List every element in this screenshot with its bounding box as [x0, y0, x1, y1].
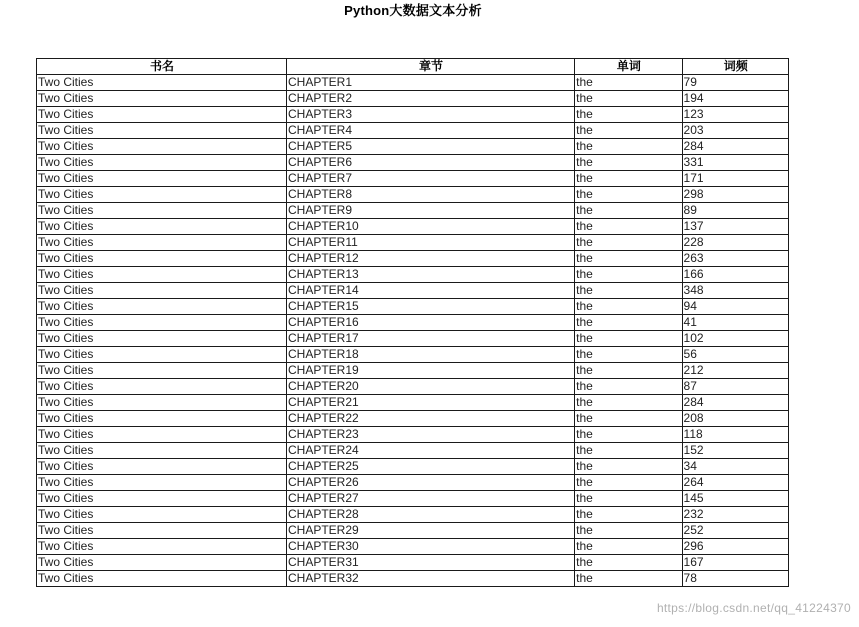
word-cell: the [575, 107, 682, 123]
chapter-cell: CHAPTER12 [286, 251, 574, 267]
table-row [37, 395, 789, 411]
word-cell: the [575, 347, 682, 363]
frequency-cell: 348 [682, 283, 788, 299]
book-cell: Two Cities [37, 283, 287, 299]
chapter-cell: CHAPTER14 [286, 283, 574, 299]
chapter-cell: CHAPTER11 [286, 235, 574, 251]
word-cell: the [575, 331, 682, 347]
word-cell: the [575, 203, 682, 219]
table-row [37, 571, 789, 587]
page-title: Python大数据文本分析 [344, 3, 482, 18]
chapter-cell: CHAPTER15 [286, 299, 574, 315]
book-cell: Two Cities [37, 267, 287, 283]
chapter-cell: CHAPTER32 [286, 571, 574, 587]
chapter-cell: CHAPTER10 [286, 219, 574, 235]
book-cell: Two Cities [37, 411, 287, 427]
word-cell: the [575, 475, 682, 491]
chapter-cell: CHAPTER30 [286, 539, 574, 555]
book-cell: Two Cities [37, 571, 287, 587]
frequency-cell: 263 [682, 251, 788, 267]
chapter-cell: CHAPTER21 [286, 395, 574, 411]
word-cell: the [575, 523, 682, 539]
frequency-cell: 296 [682, 539, 788, 555]
frequency-cell: 145 [682, 491, 788, 507]
table-row [37, 203, 789, 219]
chapter-cell: CHAPTER29 [286, 523, 574, 539]
book-cell: Two Cities [37, 347, 287, 363]
word-frequency-table [36, 58, 789, 587]
column-header-word: 单词 [575, 59, 682, 75]
book-cell: Two Cities [37, 139, 287, 155]
frequency-cell: 56 [682, 347, 788, 363]
book-cell: Two Cities [37, 187, 287, 203]
chapter-cell: CHAPTER23 [286, 427, 574, 443]
frequency-cell: 152 [682, 443, 788, 459]
chapter-cell: CHAPTER28 [286, 507, 574, 523]
frequency-cell: 228 [682, 235, 788, 251]
frequency-cell: 78 [682, 571, 788, 587]
frequency-cell: 264 [682, 475, 788, 491]
book-cell: Two Cities [37, 155, 287, 171]
table-row [37, 379, 789, 395]
book-cell: Two Cities [37, 555, 287, 571]
column-header-frequency: 词频 [682, 59, 788, 75]
table-row [37, 315, 789, 331]
table-row [37, 347, 789, 363]
frequency-cell: 284 [682, 395, 788, 411]
table-row [37, 331, 789, 347]
book-cell: Two Cities [37, 75, 287, 91]
word-cell: the [575, 75, 682, 91]
word-cell: the [575, 539, 682, 555]
frequency-cell: 232 [682, 507, 788, 523]
word-cell: the [575, 171, 682, 187]
watermark: https://blog.csdn.net/qq_41224370 [656, 601, 851, 615]
book-cell: Two Cities [37, 107, 287, 123]
word-cell: the [575, 555, 682, 571]
book-cell: Two Cities [37, 203, 287, 219]
frequency-cell: 252 [682, 523, 788, 539]
chapter-cell: CHAPTER26 [286, 475, 574, 491]
book-cell: Two Cities [37, 395, 287, 411]
word-cell: the [575, 123, 682, 139]
word-cell: the [575, 315, 682, 331]
word-cell: the [575, 283, 682, 299]
chapter-cell: CHAPTER17 [286, 331, 574, 347]
chapter-cell: CHAPTER5 [286, 139, 574, 155]
book-cell: Two Cities [37, 475, 287, 491]
word-cell: the [575, 411, 682, 427]
table-row [37, 219, 789, 235]
chapter-cell: CHAPTER25 [286, 459, 574, 475]
word-cell: the [575, 571, 682, 587]
word-cell: the [575, 507, 682, 523]
book-cell: Two Cities [37, 523, 287, 539]
book-cell: Two Cities [37, 123, 287, 139]
table-row [37, 459, 789, 475]
frequency-cell: 171 [682, 171, 788, 187]
frequency-cell: 87 [682, 379, 788, 395]
frequency-cell: 166 [682, 267, 788, 283]
table-row [37, 555, 789, 571]
word-cell: the [575, 251, 682, 267]
book-cell: Two Cities [37, 443, 287, 459]
chapter-cell: CHAPTER1 [286, 75, 574, 91]
word-cell: the [575, 395, 682, 411]
book-cell: Two Cities [37, 507, 287, 523]
word-cell: the [575, 91, 682, 107]
book-cell: Two Cities [37, 219, 287, 235]
word-cell: the [575, 443, 682, 459]
book-cell: Two Cities [37, 91, 287, 107]
chapter-cell: CHAPTER13 [286, 267, 574, 283]
chapter-cell: CHAPTER24 [286, 443, 574, 459]
table-row [37, 91, 789, 107]
chapter-cell: CHAPTER27 [286, 491, 574, 507]
table-row [37, 523, 789, 539]
word-cell: the [575, 299, 682, 315]
frequency-cell: 102 [682, 331, 788, 347]
table-row [37, 171, 789, 187]
chapter-cell: CHAPTER16 [286, 315, 574, 331]
book-cell: Two Cities [37, 539, 287, 555]
frequency-cell: 118 [682, 427, 788, 443]
book-cell: Two Cities [37, 363, 287, 379]
word-cell: the [575, 427, 682, 443]
frequency-cell: 284 [682, 139, 788, 155]
frequency-cell: 89 [682, 203, 788, 219]
table-row [37, 411, 789, 427]
table-row [37, 491, 789, 507]
table-header-row [37, 59, 789, 75]
frequency-cell: 137 [682, 219, 788, 235]
book-cell: Two Cities [37, 235, 287, 251]
book-cell: Two Cities [37, 171, 287, 187]
table-row [37, 539, 789, 555]
book-cell: Two Cities [37, 315, 287, 331]
chapter-cell: CHAPTER8 [286, 187, 574, 203]
table-row [37, 251, 789, 267]
table-row [37, 123, 789, 139]
word-cell: the [575, 235, 682, 251]
table-container [36, 58, 789, 627]
table-row [37, 299, 789, 315]
chapter-cell: CHAPTER22 [286, 411, 574, 427]
frequency-cell: 194 [682, 91, 788, 107]
book-cell: Two Cities [37, 491, 287, 507]
frequency-cell: 167 [682, 555, 788, 571]
table-row [37, 363, 789, 379]
chapter-cell: CHAPTER19 [286, 363, 574, 379]
column-header-chapter: 章节 [286, 59, 574, 75]
book-cell: Two Cities [37, 427, 287, 443]
table-row [37, 283, 789, 299]
word-cell: the [575, 363, 682, 379]
chapter-cell: CHAPTER18 [286, 347, 574, 363]
frequency-cell: 94 [682, 299, 788, 315]
frequency-cell: 208 [682, 411, 788, 427]
table-row [37, 475, 789, 491]
book-cell: Two Cities [37, 331, 287, 347]
table-row [37, 107, 789, 123]
column-header-book: 书名 [37, 59, 287, 75]
word-cell: the [575, 219, 682, 235]
frequency-cell: 123 [682, 107, 788, 123]
table-row [37, 427, 789, 443]
table-row [37, 75, 789, 91]
word-cell: the [575, 267, 682, 283]
frequency-cell: 331 [682, 155, 788, 171]
table-row [37, 507, 789, 523]
word-cell: the [575, 491, 682, 507]
frequency-cell: 34 [682, 459, 788, 475]
frequency-cell: 79 [682, 75, 788, 91]
word-cell: the [575, 459, 682, 475]
book-cell: Two Cities [37, 251, 287, 267]
table-body [37, 75, 789, 587]
table-row [37, 139, 789, 155]
frequency-cell: 41 [682, 315, 788, 331]
table-row [37, 155, 789, 171]
word-cell: the [575, 379, 682, 395]
table-row [37, 267, 789, 283]
book-cell: Two Cities [37, 459, 287, 475]
chapter-cell: CHAPTER3 [286, 107, 574, 123]
chapter-cell: CHAPTER2 [286, 91, 574, 107]
word-cell: the [575, 155, 682, 171]
chapter-cell: CHAPTER6 [286, 155, 574, 171]
frequency-cell: 212 [682, 363, 788, 379]
frequency-cell: 203 [682, 123, 788, 139]
table-row [37, 187, 789, 203]
frequency-cell: 298 [682, 187, 788, 203]
chapter-cell: CHAPTER7 [286, 171, 574, 187]
table-row [37, 443, 789, 459]
word-cell: the [575, 187, 682, 203]
book-cell: Two Cities [37, 379, 287, 395]
chapter-cell: CHAPTER20 [286, 379, 574, 395]
chapter-cell: CHAPTER9 [286, 203, 574, 219]
word-cell: the [575, 139, 682, 155]
chapter-cell: CHAPTER4 [286, 123, 574, 139]
book-cell: Two Cities [37, 299, 287, 315]
chapter-cell: CHAPTER31 [286, 555, 574, 571]
table-row [37, 235, 789, 251]
